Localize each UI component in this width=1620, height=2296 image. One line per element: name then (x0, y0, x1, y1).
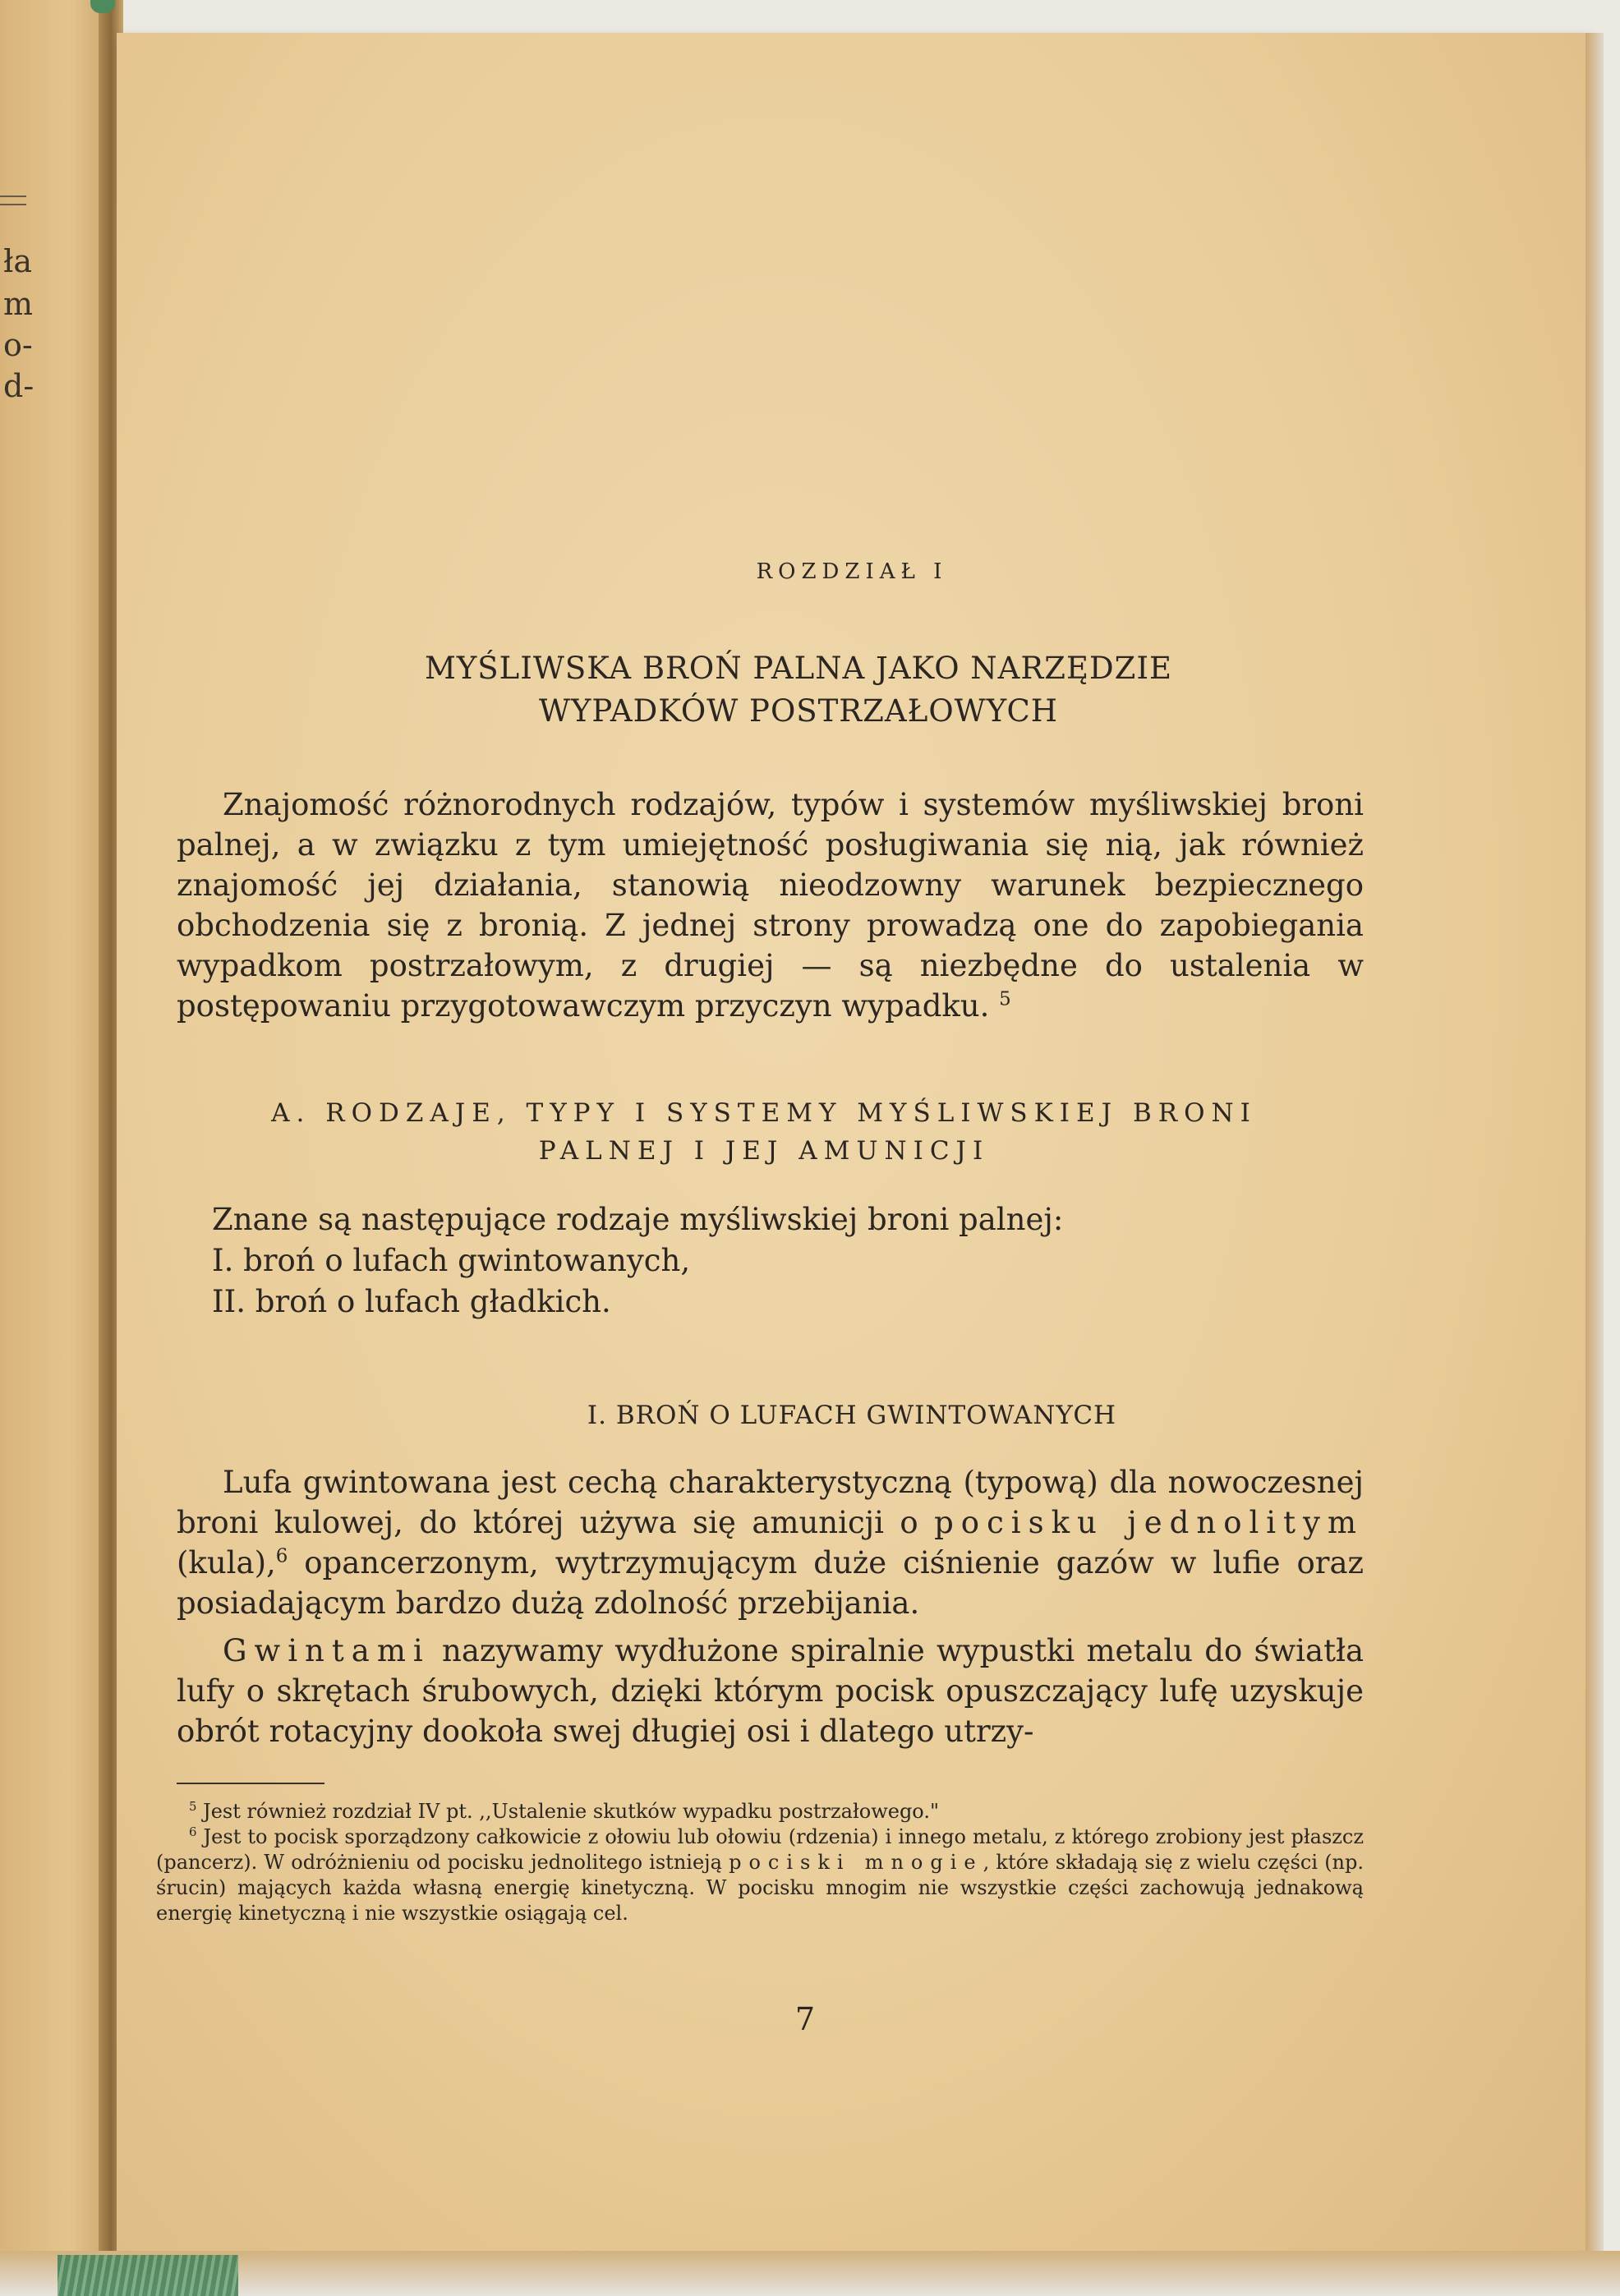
page-number: 7 (794, 2001, 816, 2037)
left-page-fragment: m (3, 286, 34, 322)
page-bottom-edge (0, 2251, 1620, 2296)
section-i-paragraph-1 (177, 1462, 1364, 1623)
paragraph-text: (kula), (177, 1545, 276, 1581)
emphasized-term: pocisku jednolitym (934, 1505, 1364, 1540)
section-a-heading-line: PALNEJ I JEJ AMUNICJI (538, 1136, 990, 1166)
intro-text: Znajomość różnorodnych rodzajów, typów i systemów myśliwskiej broni palnej, a w związku z tym umiejętność posługiwania się nią, jak również znajomość jej działania, stanowią nieodzowny warunek bezpiecznego obchodzenia się z bronią. Z jednej strony prowadzą one do zapobiegania wypadkom postrzałowym, z drugiej — są niezbędne do ustalenia w postępowaniu przygotowawczym przyczyn wypadku. (177, 787, 1364, 1024)
chapter-title-line: WYPADKÓW POSTRZAŁOWYCH (538, 693, 1059, 729)
list-lead: Znane są następujące rodzaje myśliwskiej broni palnej: (212, 1202, 1064, 1237)
paragraph-text: opancerzonym, wytrzymującym duże ciśnienie gazów w lufie oraz posiadającym bardzo dużą zdolność przebijania. (177, 1545, 1364, 1621)
footnote-text: Jest również rozdział IV pt. ,,Ustalenie skutków wypadku postrzałowego." (203, 1800, 939, 1823)
footnote-text: Jest to pocisk sporządzony całkowicie z ołowiu lub ołowiu (rdzenia) i innego metalu, z którego zrobiony jest płaszcz (pancerz). W odróżnieniu od pocisku jednolitego istnieją (156, 1825, 1364, 1874)
chapter-title (117, 647, 1480, 733)
section-a-heading (189, 1094, 1339, 1170)
weapon-types-list (212, 1199, 1362, 1323)
chapter-title-line: MYŚLIWSKA BROŃ PALNA JAKO NARZĘDZIE (425, 651, 1172, 686)
footnote-text: , które składają się z wielu części (np. śrucin) mających każda własną energię kinetyczną. W pocisku mnogim nie wszystkie części zachowują jednakową energię kinetyczną i nie wszystkie osiągają cel. (156, 1851, 1365, 1925)
footnote-6 (156, 1824, 1364, 1926)
bookmark-ribbon (58, 2255, 238, 2296)
chapter-label: ROZDZIAŁ I (756, 559, 948, 584)
footnote-rule (177, 1783, 324, 1784)
footnote-number: 6 (189, 1824, 197, 1839)
section-i-heading: I. BROŃ O LUFACH GWINTOWANYCH (587, 1401, 1117, 1430)
left-page-fragment: ła (3, 243, 32, 279)
intro-paragraph (177, 785, 1364, 1026)
footnote-5 (156, 1799, 1364, 1824)
section-i-paragraph-2 (177, 1631, 1364, 1751)
left-page-rule (0, 196, 26, 197)
list-item: I. broń o lufach gwintowanych, (212, 1243, 691, 1278)
emphasized-term: pociski mnogie (729, 1851, 983, 1874)
list-item: II. broń o lufach gładkich. (212, 1284, 611, 1319)
section-a-heading-line: A. RODZAJE, TYPY I SYSTEMY MYŚLIWSKIEJ BRONI (271, 1098, 1257, 1128)
footnote-ref: 6 (275, 1545, 288, 1567)
left-page (0, 0, 115, 2296)
left-page-fragment: d- (3, 368, 35, 404)
emphasized-term: Gwintami (223, 1633, 430, 1668)
paragraph-text: nazywamy wydłużone spiralnie wypustki metalu do światła lufy o skrętach śrubowych, dzięki którym pocisk opuszczający lufę uzyskuje obrót rotacyjny dookoła swej długiej osi i dlatego utrzy- (177, 1633, 1364, 1749)
left-page-fragment: o- (3, 327, 33, 363)
footnotes (156, 1799, 1364, 1926)
page-edge (1585, 33, 1604, 2263)
footnote-ref: 5 (999, 988, 1011, 1010)
footnote-number: 5 (189, 1799, 197, 1814)
paragraph-text: Lufa gwintowana jest cechą charakterystyczną (typową) dla nowoczesnej broni kulowej, do której używa się amunicji o (177, 1465, 1364, 1540)
left-page-rule (0, 204, 26, 205)
